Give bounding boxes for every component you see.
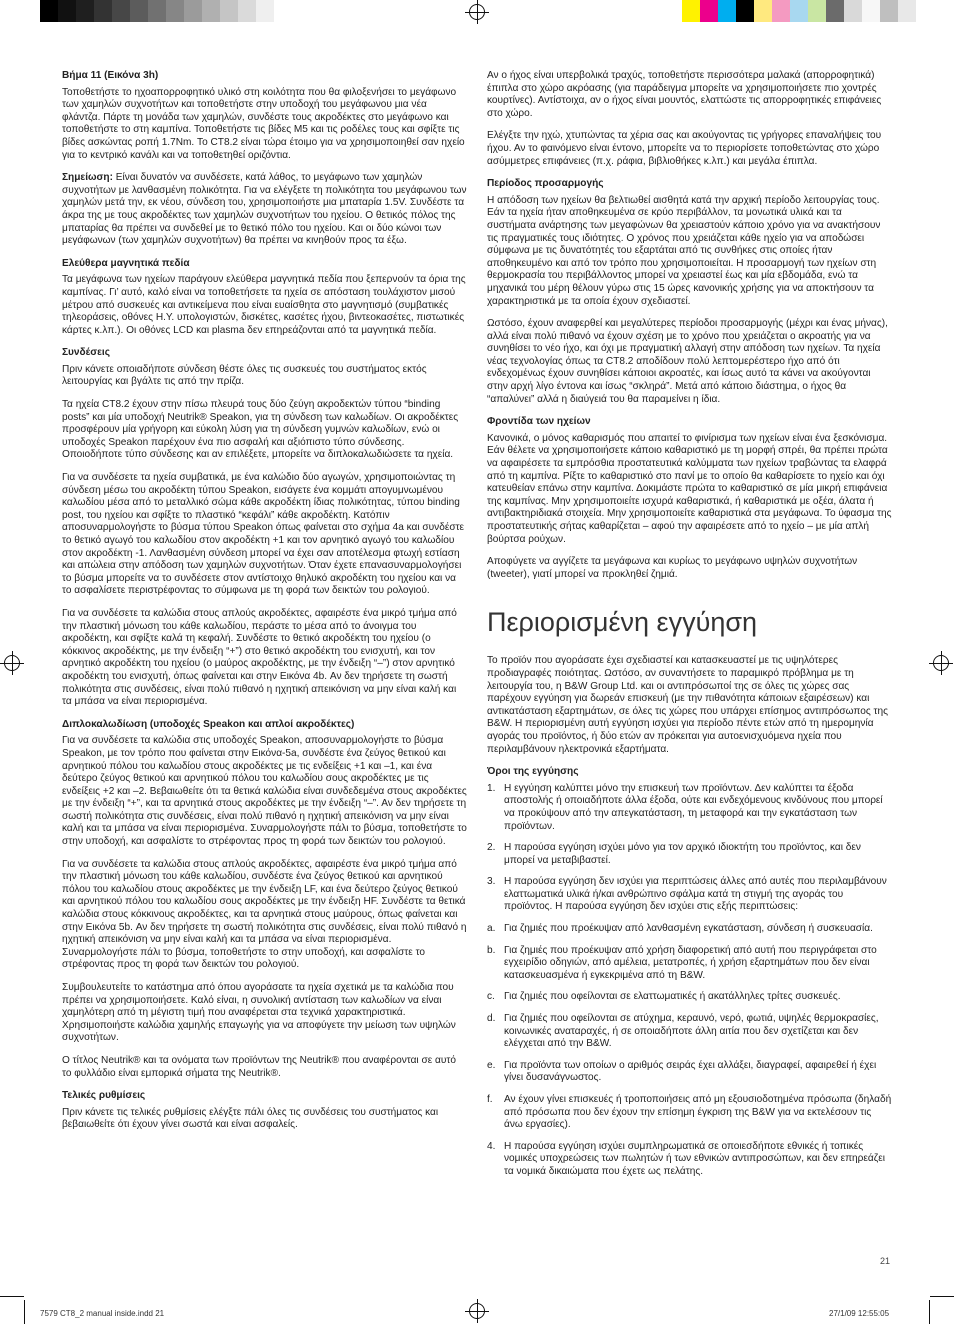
paragraph: Τοποθετήστε το ηχοαπορροφητικό υλικό στη κοιλότητα που θα φιλοξενήσει το μεγάφωνο των χαμηλών συχνοτήτων και τοποθετήστε στην υποδοχή του μεγάφωνου μια νέα φλάντζα. Πάρτε τη μονάδα των χαμηλών, συνδέστε τους ακροδέκτες στο μεγάφωνο και τοποθετήστε το στη καμπίνα. Τοποθετήστε τις βίδες M5 και τις ροδέλες τους και σφίξτε τις βίδες ασκώντας ροπή 1.7Nm. Το CT8.2 είναι τώρα έτοιμο για να χρησιμοποιηθεί σαν ηχείο για το κεντρικό κανάλι και να τοποθετηθεί οριζόντια. [62,86,465,161]
color-swatch [682,0,700,22]
trim-mark [930,1296,954,1297]
section-heading: Συνδέσεις [62,347,110,359]
note-label: Σημείωση: [62,172,113,184]
list-item-text: Για ζημιές που προέκυψαν από χρήση διαφορετική από αυτή που περιγράφεται στο εγχειρίδιο οδηγιών, από αμέλεια, μετατροπές, ή χρήση εξαρτημάτων που δεν είναι κατασκευασμένα ή εγκεκριμένα από τη B&W. [504,944,877,981]
color-swatch [880,0,898,22]
warranty-terms-list [487,783,892,1179]
list-item [487,1013,892,1051]
color-swatch [112,0,130,22]
list-item [487,1094,892,1132]
paragraph: Κανονικά, ο μόνος καθαρισμός που απαιτεί το φινίρισμα των ηχείων είναι ένα ξεσκόνισμα. Εάν θέλετε να χρησιμοποιήσετε κάποιο καθαριστικό με τη μορφή σπρέι, θα πρέπει πρώτα να αφαιρέσετε τα εμπρόσθια προστατευτικά καλύμματα των ηχείων τραβώντας τα ελαφρά από τη καμπίνα. Ρίξτε το καθαριστικό στο πανί με το οποίο θα καθαρίσετε το ηχείο και όχι κατευθείαν επάνω στην καμπίνα. Δοκιμάστε πρώτα το καθαριστικό σε μία μικρή επιφάνεια της καμπίνας. Μην χρησιμοποιείτε ισχυρά καθαριστικά, ή καθαριστικά με οξέα, άλατα ή αντιβακτηριδιακά στοιχεία. Μην χρησιμοποιείτε καθαριστικά στα μεγάφωνα. Το ύφασμα της προστατευτικής σήτας καθαρίζεται – αφού την αφαιρέσετε από το ηχείο – με μία απλή βούρτσα ρούχων. [487,432,892,545]
color-swatch [202,0,220,22]
paragraph: Για να συνδέσετε τα ηχεία συμβατικά, με ένα καλώδιο δύο αγωγών, χρησιμοποιώντας τη σύνδεση μέσω του ακροδέκτη τύπου Speakon, εισάγετε ένα κομμάτι απογυμνωμένου καλωδίου μέσα από το μεταλλικό σώμα κάθε ακροδέκτη ίδιας πολικότητας, τύπου binding post, του ηχείου και σφίξτε το πλαστικό “κεφάλι” κάθε ακροδέκτη. Κατόπιν αποσυναρμολογήστε το βύσμα τύπου Speakon όπως φαίνεται στο σχήμα 4a και συνδέστε το θετικό αγωγό του καλωδίου στον ακροδέκτη +1 και τον αρνητικό αγωγό του καλωδίου στον ακροδέκτη -1. Λανθασμένη σύνδεση μπορεί να έχει σαν αποτέλεσμα φτωχή εστίαση και απώλεια στην απόδοση των χαμηλών συχνοτήτων. Όταν έχετε επανασυναρμολογήσει το βύσμα μπορείτε να το συνδέσετε στον αντίστοιχο θηλυκό ακροδέκτη του ηχείου και να το ασφαλίσετε περιστρέφοντας το σύμφωνα με τη φορά των δεικτών του ρολογιού. [62,472,465,597]
color-swatch [844,0,862,22]
cmyk-color-bar [682,0,916,22]
paragraph: Πριν κάνετε οποιαδήποτε σύνδεση θέστε όλες τις συσκευές του συστήματος εκτός λειτουργίας και βγάλτε τις από την πρίζα. [62,363,427,388]
paragraph: Τα μεγάφωνα των ηχείων παράγουν ελεύθερα μαγνητικά πεδία που ξεπερνούν τα όρια της καμπίνας. Γι’ αυτό, καλό είναι να τοποθετήσετε τα ηχεία σε απόσταση τουλάχιστον μισού μέτρου από συσκευές και αντικείμενα που είναι ευαίσθητα στο μαγνητισμό (συμβατικές τηλεοράσεις, οθόνες Η.Υ. υπολογιστών, δισκέτες, κασέτες ήχου, βιντεοκασέτες, πιστωτικές κάρτες κ.λπ.). Οι οθόνες LCD και plasma δεν επηρεάζονται από τα μαγνητικά πεδία. [62,274,466,336]
color-swatch [808,0,826,22]
color-swatch [130,0,148,22]
list-item-number: b. [487,944,496,956]
list-item-number: e. [487,1059,496,1071]
trim-mark [24,1300,25,1324]
footer-timestamp: 27/1/09 12:55:05 [829,1309,890,1318]
list-item-number: 2. [487,842,496,854]
color-swatch [826,0,844,22]
list-item [487,945,892,983]
color-swatch [256,0,274,22]
paragraph: Η απόδοση των ηχείων θα βελτιωθεί αισθητά κατά την αρχική περίοδο λειτουργίας τους. Εάν τα ηχεία ήταν αποθηκευμένα σε κρύο περιβάλλον, τα μονωτικά υλικά και τα συστήματα ανάρτησης των μεγαφώνων θα χρειαστούν κάποιο χρόνο για να ανακτήσουν τις πραγματικές τους ιδιότητες. Ο χρόνος που χρειάζεται κάθε ηχείο για να αποδώσει σύμφωνα με τις δυνατότητές του εξαρτάται από τις συνθήκες στις οποίες ήταν αποθηκευμένο και από τον τρόπο που χρησιμοποιείται. Η προσαρμογή των ηχείων στη θερμοκρασία του περιβάλλοντος μπορεί να χρειαστεί έως και μία εβδομάδα, ενώ τα μηχανικά του μέρη θέλουν γύρω στις 15 ώρες κανονικής χρήσης για να αποκτήσουν τα χαρακτηριστικά με τα οποία έχουν σχεδιαστεί. [487,194,881,307]
color-swatch [220,0,238,22]
paragraph: Συμβουλευτείτε το κατάστημα από όπου αγοράσατε τα ηχεία σχετικά με τα καλώδια που πρέπει να χρησιμοποιήσετε. Καλό είναι, η συνολική αντίσταση των καλωδίων να είναι χαμηλότερη από τη μέγιστη τιμή που αναφέρεται στα τεχνικά χαρακτηριστικά. Χρησιμοποιήστε καλώδια χαμηλής επαγωγής για να αποφύγετε την μείωση των υψηλών συχνοτήτων. [62,982,456,1044]
grayscale-color-bar [40,0,292,22]
trim-mark [929,1300,930,1324]
list-item [487,923,892,936]
paragraph: Ελέγξτε την ηχώ, χτυπώντας τα χέρια σας και ακούγοντας τις γρήγορες επαναλήψεις του ήχου. Αν το φαινόμενο είναι έντονο, μπορείτε να το περιορίσετε τοποθετώντας στο χώρο ασύμμετρες επιφάνειες (π.χ. ράφια, βιβλιοθήκες κ.λπ.) και μεγάλα έπιπλα. [487,130,882,167]
list-item-text: Αν έχουν γίνει επισκευές ή τροποποιήσεις από μη εξουσιοδοτημένα πρόσωπα (δηλαδή από πρόσωπα που δεν έχουν την επίσημη έγκριση της B&W για να εκτελέσουν τις άνω εργασίες). [504,1094,892,1131]
color-swatch [184,0,202,22]
registration-mark-icon [933,655,949,671]
paragraph: Τα ηχεία CT8.2 έχουν στην πίσω πλευρά τους δύο ζεύγη ακροδεκτών τύπου “binding posts” και μία υποδοχή Neutrik® Speakon, για τη σύνδεση των καλωδίων. Οι ακροδέκτες προσφέρουν μία γρήγορη και εύκολη λύση για τη σύνδεση γυμνών καλωδίων, ενώ οι υποδοχές Speakon παρέχουν ένα πιο ασφαλή και αξιόπιστο τύπο σύνδεσης. Οποιοδήποτε τύπο σύνδεσης και αν επιλέξετε, μπορείτε να διπλοκαλωδιώσετε τα ηχεία. [62,399,459,461]
list-item-number: a. [487,923,496,935]
list-item [487,991,892,1004]
list-item [487,783,892,833]
section-heading: Φροντίδα των ηχείων [487,416,591,428]
color-swatch [862,0,880,22]
color-swatch [718,0,736,22]
paragraph: Για να συνδέσετε τα καλώδια στους απλούς ακροδέκτες, αφαιρέστε ένα μικρό τμήμα από την πλαστική μόνωση του κάθε καλωδίου, περάστε το μέσα από το άνοιγμα του ακροδέκτη, και σφίξτε καλά τη κεφαλή. Συνδέστε το θετικό ακροδέκτη του ηχείου (ο κόκκινος ακροδέκτης, με την ένδειξη “+”) στο θετικό ακροδέκτη του ενισχυτή, και τον αρνητικό ακροδέκτη του ηχείου (ο μαύρος ακροδέκτης, με την ένδειξη “–”) στον αρνητικό ακροδέκτη του ενισχυτή, όπως φαίνεται και στην Εικόνα 4b. Αν δεν τηρήσετε τη σωστή πολικότητα στις συνδέσεις, είναι πολύ πιθανό η ηχητική απεικόνιση να μην είναι καλή και τα μπάσα να είναι περιορισμένα. [62,607,457,708]
paragraph: Για να συνδέσετε τα καλώδια στους απλούς ακροδέκτες, αφαιρέστε ένα μικρό τμήμα από την πλαστική μόνωση του κάθε καλωδίου, συνδέστε ένα ζεύγος θετικού και αρνητικού πόλου του καλωδίου στους ακροδέκτες με την ένδειξη LF, και ένα δεύτερο ζεύγος θετικού και αρνητικού πόλου του καλωδίου σους ακροδέκτες με την ένδειξη HF. Συνδέστε τα θετικά καλώδια στους κόκκινους ακροδέκτες, και τα αρνητικά στους μαύρους, όπως φαίνεται και στην Εικόνα 5b. Αν δεν τηρήσετε τη σωστή πολικότητα στις συνδέσεις, είναι πολύ πιθανό η ηχητική απεικόνιση να μην είναι καλή και τα μπάσα να είναι περιορισμένα. Συναρμολογήστε πάλι το βύσμα, τοποθετήστε το στην υποδοχή, και ασφαλίστε το στρέφοντας προς τη φορά των δεικτών του ρολογιού. [62,858,467,971]
list-item-text: Για ζημιές που προέκυψαν από λανθασμένη εγκατάσταση, σύνδεση ή συσκευασία. [504,923,873,935]
step-heading: Βήμα 11 (Εικόνα 3h) [62,70,159,81]
color-swatch [238,0,256,22]
list-item-number: d. [487,1013,496,1025]
color-swatch [94,0,112,22]
section-heading: Διπλοκαλωδίωση (υποδοχές Speakon και απλοί ακροδέκτες) [62,718,355,730]
paragraph: Αποφύγετε να αγγίζετε τα μεγάφωνα και κυρίως το μεγάφωνο υψηλών συχνοτήτων (tweeter), γιατί μπορεί να προκληθεί ζημιά. [487,556,858,580]
list-item-text: Για προϊόντα των οποίων ο αριθμός σειράς έχει αλλάξει, διαγραφεί, αφαιρεθεί ή έχει γίνει δυσανάγνωστος. [504,1059,877,1084]
color-swatch [40,0,58,22]
paragraph: Ο τίτλος Neutrik® και τα ονόματα των προϊόντων της Neutrik® που αναφέρονται σε αυτό το φυλλάδιο είναι εμπορικά σήματα της Neutrik®. [62,1054,456,1079]
list-item [487,1060,892,1085]
color-swatch [274,0,292,22]
color-swatch [736,0,754,22]
list-item [487,842,892,867]
note-paragraph [62,172,467,248]
paragraph: Πριν κάνετε τις τελικές ρυθμίσεις ελέγξτε πάλι όλες τις συνδέσεις του συστήματος και βεβαιωθείτε ότι έχουν γίνει σωστά και είναι ασφαλείς. [62,1106,439,1131]
color-swatch [898,0,916,22]
list-item-text: Η παρούσα εγγύηση ισχύει μόνο για τον αρχικό ιδιοκτήτη του προϊόντος, και δεν μπορεί να μεταβιβαστεί. [504,842,861,866]
list-item-text: Η παρούσα εγγύηση ισχύει συμπληρωματικά σε οποιεσδήποτε εθνικές ή τοπικές νομικές υποχρεώσεις των πωλητών ή των εθνικών αντιπροσώπων, και δεν επηρεάζει τα νομικά δικαιώματα που έχετε ως πελάτης. [504,1140,885,1177]
list-item-text: Η εγγύηση καλύπτει μόνο την επισκευή των προϊόντων. Δεν καλύπτει τα έξοδα αποστολής ή οποιαδήποτε άλλα έξοδα, ούτε και ενδεχόμενους κινδύνους που μπορεί να προκύψουν από την απεγκατάσταση, τη μεταφορά και την εγκατάσταση των προϊόντων. [504,782,883,832]
color-swatch [790,0,808,22]
section-heading: Όροι της εγγύησης [487,766,579,778]
section-heading: Ελεύθερα μαγνητικά πεδία [62,257,190,269]
color-swatch [772,0,790,22]
trim-mark [0,1296,24,1297]
section-heading: Τελικές ρυθμίσεις [62,1090,146,1102]
registration-mark-icon [4,655,20,671]
color-swatch [700,0,718,22]
paragraph: Το προϊόν που αγοράσατε έχει σχεδιαστεί και κατασκευαστεί με τις υψηλότερες προδιαγραφές ποιότητας. Ωστόσο, αν συναντήσετε το παραμικρό πρόβλημα με τη λειτουργία του, η B&W Group Ltd. και οι αντιπρόσωποί της σε όλες τις χώρες σας παρέχουν εγγύηση για δωρεάν επισκευή (με την πιθανότητα κάποιων εξαιρέσεων) και αντικατάσταση εξαρτημάτων, σε όλες τις χώρες που υπάρχει επίσημος αντιπρόσωπος της B&W. Η περιορισμένη αυτή εγγύηση ισχύει για περίοδο πέντε ετών από τη ημερομηνία αγοράς του προϊόντος, ή δύο ετών αν πρόκειται για αυτοενισχυόμενα ηχεία που περιλαμβάνουν ηλεκτρονικά εξαρτήματα. [487,655,888,755]
list-item-text: Για ζημιές που οφείλονται σε ελαττωματικές ή ακατάλληλες τρίτες συσκευές. [504,991,841,1003]
registration-mark-icon [469,4,485,20]
list-item-number: 3. [487,876,496,888]
paragraph: Ωστόσο, έχουν αναφερθεί και μεγαλύτερες περίοδοι προσαρμογής (μέχρι και ένας μήνας), αλλά είναι πολύ πιθανό να έχουν σχέση με το χρόνο που χρειάζεται ο ακροατής για να συνηθίσει το νέο ήχο, και όχι με πραγματική αλλαγή στην απόδοση των ηχείων. Τα ηχεία νέας τεχνολογίας όπως τα CT8.2 αποδίδουν πολύ λεπτομερέστερο ήχο από ότι ενδεχομένως έχουν συνηθίσει κάποιοι ακροατές, και ίσως αυτό τα κάνει να ακούγονται στην αρχή λίγο έντονα και ίσως “σκληρά”. Μετά από κάποιο διάστημα, ο ήχος θα “απαλύνει” αλλά η διαύγειά του θα παραμείνει η ίδια. [487,318,888,405]
list-item-number: 4. [487,1140,496,1152]
color-swatch [148,0,166,22]
color-swatch [166,0,184,22]
list-item-text: Για ζημιές που οφείλονται σε ατύχημα, κεραυνό, νερό, φωτιά, υψηλές θερμοκρασίες, κοινωνικές αναταραχές, ή σε οποιαδήποτε άλλη αιτία που δεν σχετίζεται και δεν ελέγχεται από την B&W. [504,1013,879,1050]
color-swatch [76,0,94,22]
page-number: 21 [880,1256,891,1266]
list-item-text: Η παρούσα εγγύηση δεν ισχύει για περιπτώσεις άλλες από αυτές που περιλαμβάνουν ελαττωματικά υλικά ή/και ανθρώπινο σφάλμα κατά τη στιγμή της αγοράς του προϊόντος. Η παρούσα εγγύηση δεν ισχύει στις εξής περιπτώσεις: [504,876,887,913]
registration-mark-icon [469,1303,485,1319]
footer-file-info: 7579 CT8_2 manual inside.indd 21 [40,1309,165,1318]
note-text: Είναι δυνατόν να συνδέσετε, κατά λάθος, το μεγάφωνο των χαμηλών συχνοτήτων με λανθασμένη πολικότητα. Για να ελέγξετε τη πολικότητα του μεγάφωνου των χαμηλών μετά την, εκ νέου, σύνδεση του, χρησιμοποιήστε μια μπαταρία 1.5V. Συνδέστε τα άκρα της με τους ακροδέκτες των χαμηλών συχνοτήτων του ηχείου. Ο θετικός πόλος της μπαταρίας θα πρέπει να συνδεθεί με το θετικό πόλο του ηχείου. Και οι δύο κώνοι των μεγάφωνων (των χαμηλών συχνοτήτων) θα πρέπει να κινηθούν προς τα έξω. [62,172,467,247]
left-column [62,70,467,1142]
list-item [487,876,892,914]
color-swatch [58,0,76,22]
warranty-title: Περιορισμένη εγγύηση [487,607,758,638]
section-heading: Περίοδος προσαρμογής [487,178,604,190]
list-item-number: f. [487,1094,493,1105]
list-item-number: 1. [487,782,496,794]
list-item-number: c. [487,991,495,1003]
paragraph: Για να συνδέσετε τα καλώδια στις υποδοχές Speakon, αποσυναρμολογήστε το βύσμα Speakon, με τον τρόπο που φαίνεται στην Εικόνα-5a, συνδέστε ένα ζεύγος θετικού και αρνητικού πόλου του καλωδίου στους ακροδέκτες με τις ενδείξεις +1 και –1, και ένα δεύτερο ζεύγος θετικού και αρνητικού πόλου του καλωδίου σους ακροδέκτες με τις ενδείξεις +2 και –2. Βεβαιωθείτε ότι τα θετικά καλώδια είναι συνδεδεμένα στους ακροδέκτες με την ένδειξη “+”, και τα αρνητικά στους ακροδέκτες με την ένδειξη “–”. Αν δεν τηρήσετε τη σωστή πολικότητα στις συνδέσεις, είναι πολύ πιθανό η ηχητική απεικόνιση να μην είναι καλή και τα μπάσα να είναι περιορισμένα. Συναρμολογήστε πάλι το βύσμα, τοποθετήστε το στην υποδοχή, και ασφαλίστε το στρέφοντας προς τη φορά των δεικτών του ρολογιού. [62,735,467,848]
paragraph: Αν ο ήχος είναι υπερβολικά τραχύς, τοποθετήστε περισσότερα μαλακά (απορροφητικά) έπιπλα στο χώρο ακρόασης (για παράδειγμα μπορείτε να χρησιμοποιήσετε πιο χοντρές κουρτίνες). Αντίστοιχα, αν ο ήχος είναι μουντός, ελαττώστε τις απορροφητικές επιφάνειες στο χώρο. [487,70,882,119]
right-column [487,70,892,1189]
list-item [487,1141,892,1179]
color-swatch [754,0,772,22]
